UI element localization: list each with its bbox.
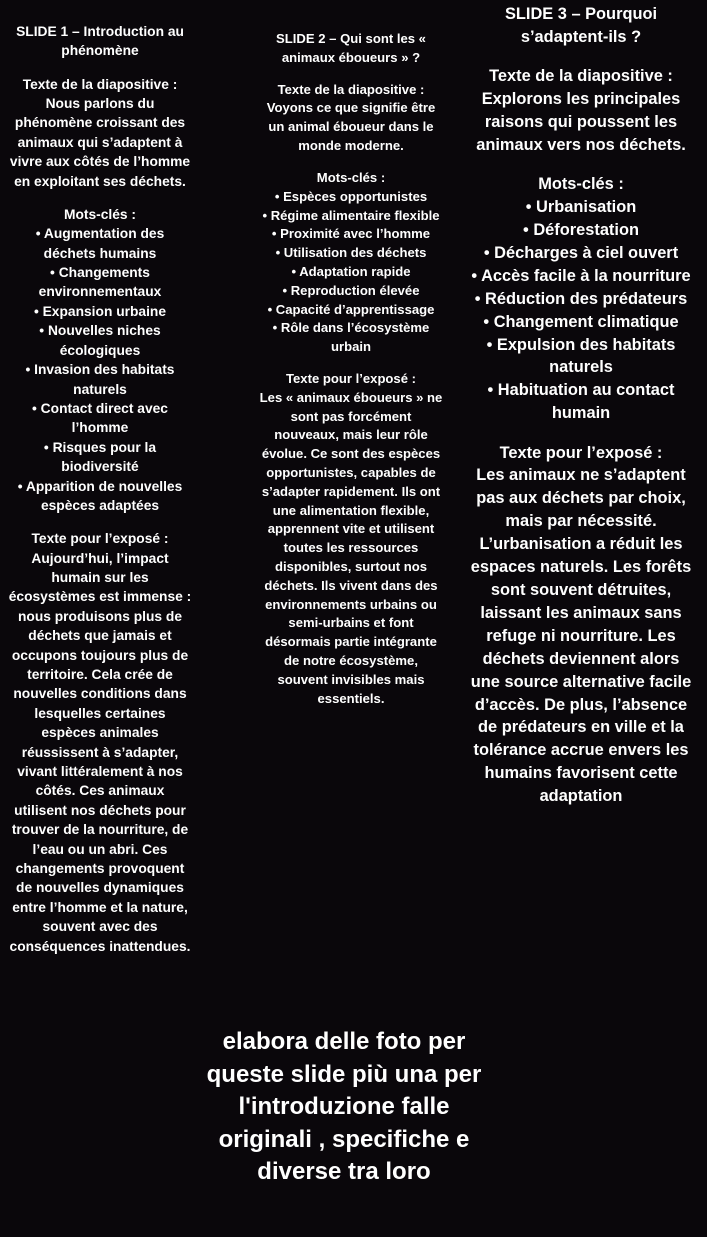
slide-2-speech-label: Texte pour l’exposé : xyxy=(286,371,416,387)
slide-1-keyword: • Apparition de nouvelles espèces adaptées xyxy=(17,478,183,513)
slide-2-keyword: • Rôle dans l’écosystème urbain xyxy=(272,320,430,355)
slide-3-title: SLIDE 3 – Pourquoi s’adaptent-ils ? xyxy=(504,5,658,46)
slide-1-keyword: • Changements environnementaux xyxy=(38,265,162,300)
slide-3-keyword: • Déforestation xyxy=(523,221,639,240)
slide-1-speech-label: Texte pour l’exposé : xyxy=(31,531,169,547)
slide-3-keywords-label: Mots-clés : xyxy=(538,175,624,194)
slide-1-text: Nous parlons du phénomène croissant des animaux qui s’adaptent à vivre aux côtés de l’homme en exploitant ses déchets. xyxy=(9,96,191,189)
slide-2-text-label: Texte de la diapositive : xyxy=(277,81,425,97)
slide-3-speech-label: Texte pour l’exposé : xyxy=(499,443,663,462)
slide-3-speech: Les animaux ne s’adaptent pas aux déchets par choix, mais par nécessité. L’urbanisation a réduit les espaces naturels. Les forêts sont souvent détruites, laissant les animaux sans refuge ni nourriture. Les déchets deviennent alors une source alternative facile d’accès. De plus, l’absence de prédateurs en ville et la tolérance accrue envers les humains favorisent cette adaptation xyxy=(470,466,692,806)
slide-1-keyword: • Invasion des habitats naturels xyxy=(25,362,175,397)
slide-1-keywords-label: Mots-clés : xyxy=(63,206,137,222)
slide-2-text: Voyons ce que signifie être un animal éboueur dans le monde moderne. xyxy=(266,100,436,154)
slide-1-keyword: • Augmentation des déchets humains xyxy=(35,226,165,261)
slide-2-keyword: • Capacité d’apprentissage xyxy=(267,301,435,317)
request-caption: elabora delle foto per queste slide più una per l'introduzione falle originali , specifiche e diverse tra loro xyxy=(206,1028,482,1185)
slide-2-speech: Les « animaux éboueurs » ne sont pas forcément nouveaux, mais leur rôle évolue. Ce sont des espèces opportunistes, capables de s’adapter rapidement. Ils ont une alimentation flexible, apprennent vite et utilisent toutes les ressources disponibles, surtout nos déchets. Ils vivent dans des environnements urbains ou semi-urbains et font désormais partie intégrante de notre écosystème, souvent invisibles mais essentiels. xyxy=(259,389,443,706)
slide-1-keyword: • Contact direct avec l’homme xyxy=(32,400,168,436)
slide-1-title: SLIDE 1 – Introduction au phénomène xyxy=(16,24,184,59)
slide-3-keyword: • Habituation au contact humain xyxy=(487,381,675,423)
slide-3-text: Explorons les principales raisons qui poussent les animaux vers nos déchets. xyxy=(476,90,686,154)
slide-1-speech: Aujourd’hui, l’impact humain sur les écosystèmes est immense : nous produisons plus de déchets que jamais et occupons toujours plus de territoire. Cela crée de nouvelles conditions dans lesquelles certaines espèces animales réussissent à s’adapter, vivant littéralement à nos côtés. Ces animaux utilisent nos déchets pour trouver de la nourriture, de l’eau ou un abri. Ces changements provoquent de nouvelles dynamiques entre l’homme et la nature, souvent avec des conséquences inattendues. xyxy=(8,550,192,954)
slide-1-keyword: • Nouvelles niches écologiques xyxy=(39,323,161,358)
slide-3-keyword: • Accès facile à la nourriture xyxy=(471,266,691,285)
slide-1-keyword: • Expansion urbaine xyxy=(33,303,167,319)
slide-2-keyword: • Espèces opportunistes xyxy=(274,188,428,204)
slide-3-keyword: • Urbanisation xyxy=(525,198,637,217)
slide-2-keyword: • Régime alimentaire flexible xyxy=(262,207,440,223)
slide-1-text-label: Texte de la diapositive : xyxy=(22,76,178,92)
slide-3-keyword: • Changement climatique xyxy=(483,312,679,331)
slide-1-column xyxy=(8,22,192,956)
slide-3-keyword: • Réduction des prédateurs xyxy=(474,289,688,308)
slide-2-keyword: • Proximité avec l’homme xyxy=(271,226,431,242)
slide-2-keyword: • Adaptation rapide xyxy=(291,263,411,279)
slide-2-title: SLIDE 2 – Qui sont les « animaux éboueurs » ? xyxy=(276,31,426,65)
slide-2-keyword: • Utilisation des déchets xyxy=(275,245,427,261)
slide-3-keyword: • Décharges à ciel ouvert xyxy=(483,243,679,262)
slide-1-keyword: • Risques pour la biodiversité xyxy=(43,439,157,475)
slide-3-text-label: Texte de la diapositive : xyxy=(489,67,673,86)
slide-3-keyword: • Expulsion des habitats naturels xyxy=(486,335,676,377)
slide-3-column xyxy=(468,3,694,808)
slide-2-keyword: • Reproduction élevée xyxy=(282,282,420,298)
slide-2-column xyxy=(258,30,444,708)
slide-2-keywords-label: Mots-clés : xyxy=(316,169,386,185)
